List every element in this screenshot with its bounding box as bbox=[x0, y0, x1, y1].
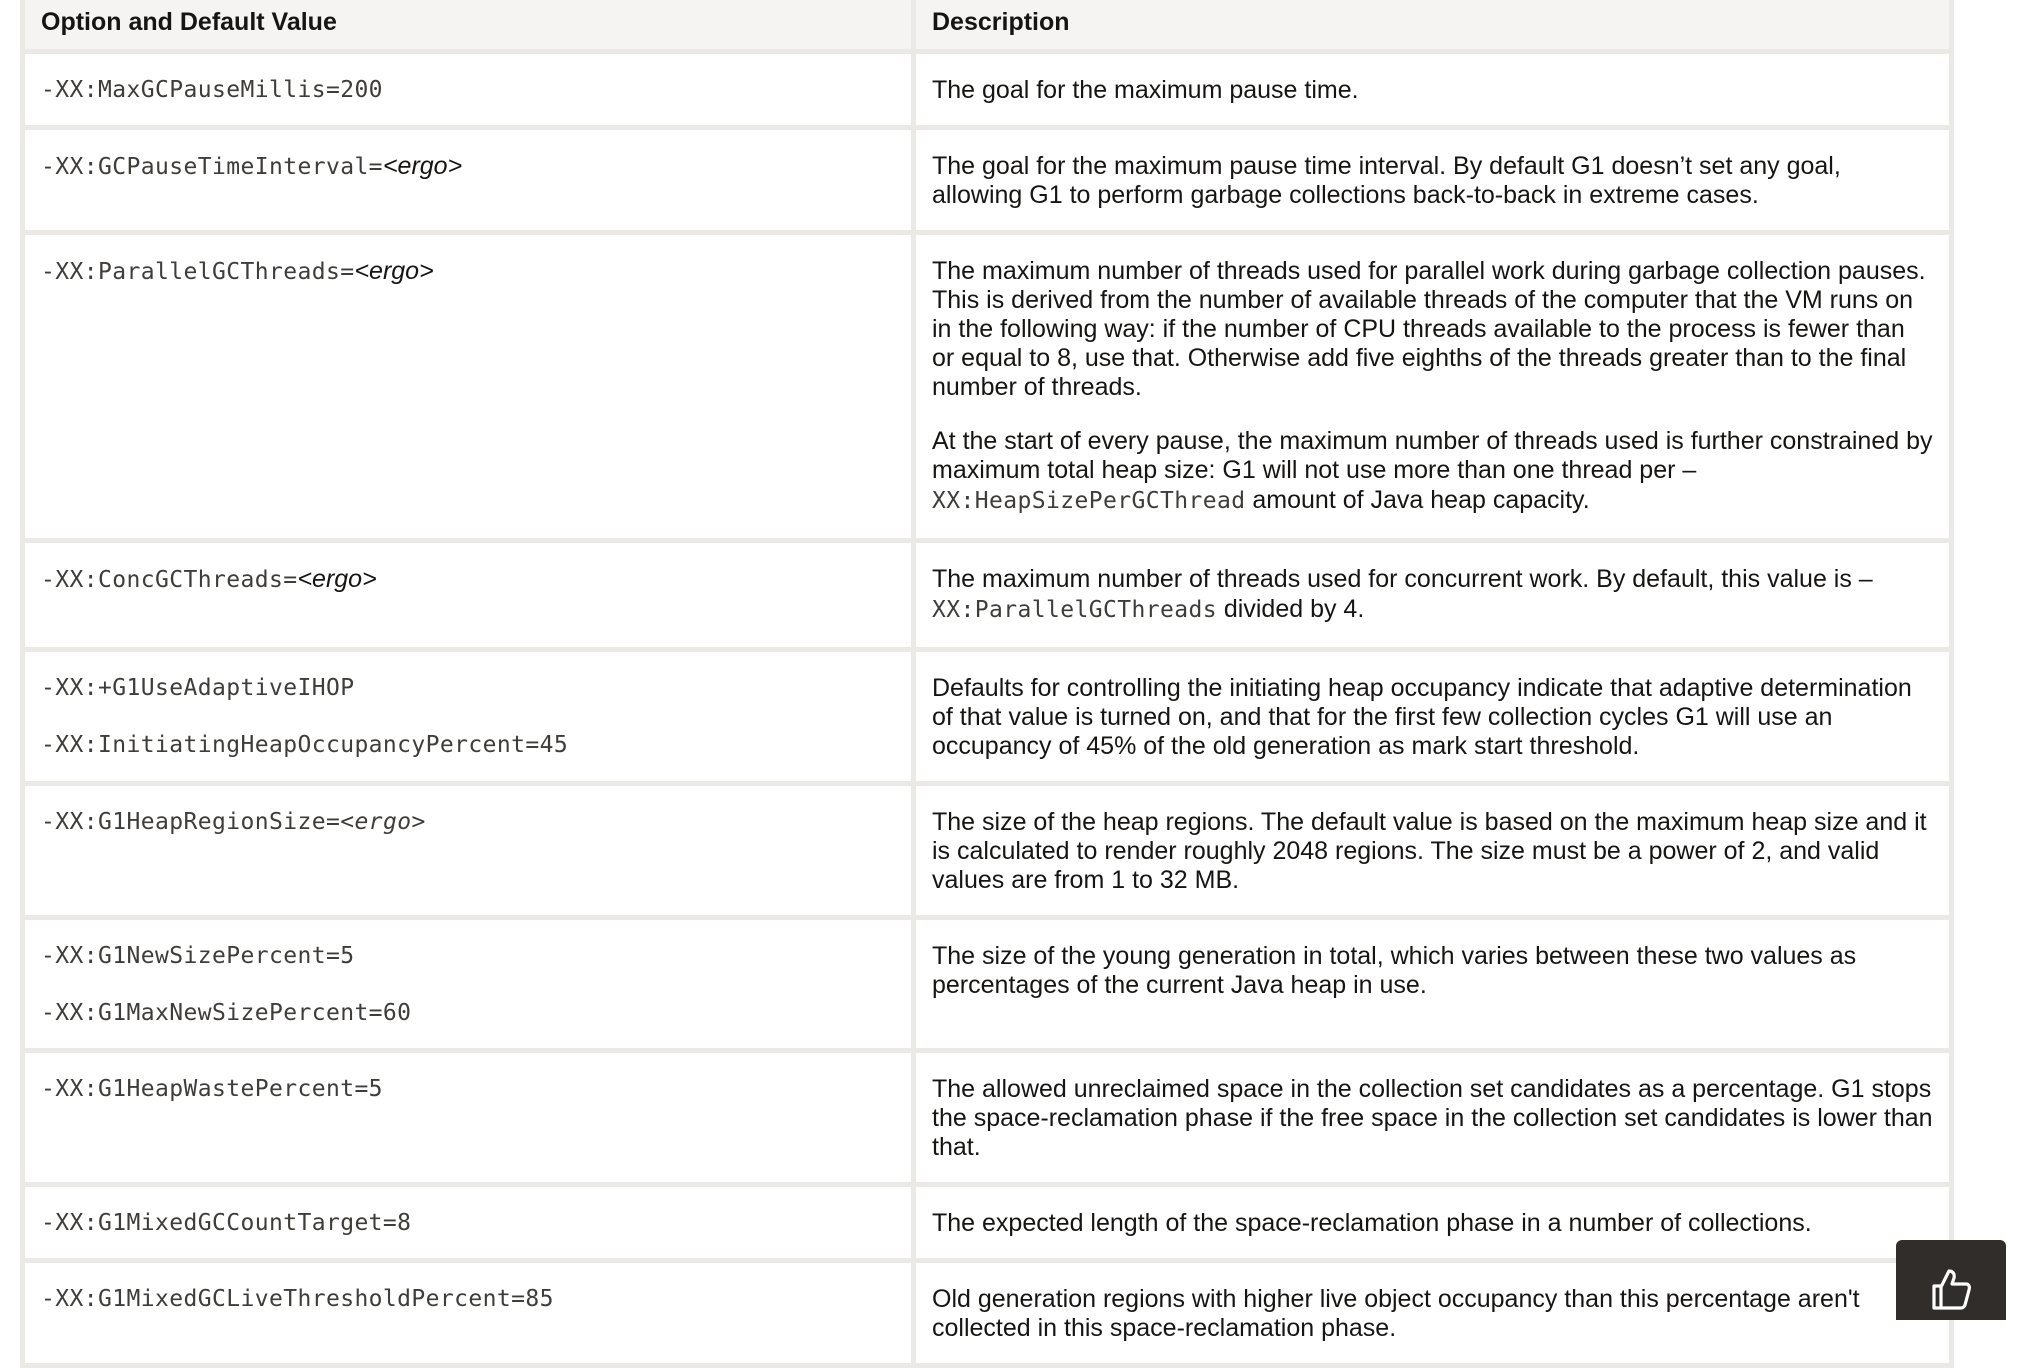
description-cell bbox=[916, 920, 1949, 1048]
option-name: -XX:GCPauseTimeInterval= bbox=[41, 154, 383, 180]
table-row bbox=[25, 920, 1949, 1048]
option-name: -XX:G1MaxNewSizePercent=60 bbox=[41, 1000, 412, 1026]
option-line bbox=[41, 152, 895, 182]
option-cell bbox=[25, 130, 911, 230]
option-cell bbox=[25, 235, 911, 538]
description-text-before: The maximum number of threads used for concurrent work. By default, this value is – bbox=[932, 565, 1873, 593]
table-row bbox=[25, 130, 1949, 230]
option-name: -XX:MaxGCPauseMillis=200 bbox=[41, 77, 383, 103]
table-row bbox=[25, 1263, 1949, 1363]
column-header-option: Option and Default Value bbox=[25, 0, 911, 49]
description-cell bbox=[916, 1053, 1949, 1182]
description-inline-code: XX:HeapSizePerGCThread bbox=[932, 488, 1246, 514]
option-name: -XX:ParallelGCThreads= bbox=[41, 259, 355, 285]
description-text-extra bbox=[932, 427, 1933, 518]
description-text-after: divided by 4. bbox=[1216, 595, 1365, 623]
description-cell bbox=[916, 543, 1949, 647]
option-cell bbox=[25, 543, 911, 647]
option-cell bbox=[25, 652, 911, 781]
description-text: Old generation regions with higher live object occupancy than this percentage aren't collected in this space-reclamation phase. bbox=[932, 1285, 1860, 1342]
option-name: -XX:G1HeapWastePercent=5 bbox=[41, 1076, 383, 1102]
option-name: -XX:G1MixedGCCountTarget=8 bbox=[41, 1210, 412, 1236]
description-text: The size of the heap regions. The default value is based on the maximum heap size and it is calculated to render roughly 2048 regions. The size must be a power of 2, and valid values are from 1 to 32 MB. bbox=[932, 808, 1927, 894]
description-text: The allowed unreclaimed space in the collection set candidates as a percentage. G1 stops the space-reclamation phase if the free space in the collection set candidates is lower than that. bbox=[932, 1075, 1933, 1161]
description-text-before: At the start of every pause, the maximum number of threads used is further constrained by maximum total heap size: G1 will not use more than one thread per – bbox=[932, 427, 1933, 484]
description-inline-code: XX:ParallelGCThreads bbox=[932, 597, 1217, 623]
table-row bbox=[25, 652, 1949, 781]
description-cell bbox=[916, 130, 1949, 230]
option-name: -XX:G1HeapRegionSize= bbox=[41, 809, 341, 835]
description-text: The expected length of the space-reclamation phase in a number of collections. bbox=[932, 1209, 1812, 1237]
table-row bbox=[25, 1187, 1949, 1258]
option-cell bbox=[25, 1263, 911, 1363]
description-cell bbox=[916, 235, 1949, 538]
description-cell bbox=[916, 786, 1949, 915]
description-text: Defaults for controlling the initiating heap occupancy indicate that adaptive determination of that value is turned on, and that for the first few collection cycles G1 will use an occupancy of 45% of the old generation as mark start threshold. bbox=[932, 674, 1912, 760]
option-line bbox=[41, 257, 895, 287]
table-row bbox=[25, 1053, 1949, 1182]
option-name: -XX:+G1UseAdaptiveIHOP bbox=[41, 675, 355, 701]
description-cell bbox=[916, 652, 1949, 781]
feedback-button[interactable] bbox=[1896, 1240, 2006, 1320]
description-text-after: amount of Java heap capacity. bbox=[1245, 486, 1590, 514]
description-text: The size of the young generation in total, which varies between these two values as percentages of the current Java heap in use. bbox=[932, 942, 1857, 999]
description-cell bbox=[916, 54, 1949, 125]
option-cell bbox=[25, 786, 911, 915]
option-ergo-value: <ergo> bbox=[340, 809, 426, 835]
table-row bbox=[25, 543, 1949, 647]
table-header-row bbox=[25, 0, 1949, 49]
option-name: -XX:G1NewSizePercent=5 bbox=[41, 943, 355, 969]
table-row bbox=[25, 54, 1949, 125]
description-cell bbox=[916, 1263, 1949, 1363]
g1-options-table bbox=[20, 0, 1954, 1368]
description-text: The goal for the maximum pause time. bbox=[932, 76, 1359, 104]
option-line bbox=[41, 565, 895, 595]
option-cell bbox=[25, 1053, 911, 1182]
table-row bbox=[25, 786, 1949, 915]
table-row bbox=[25, 235, 1949, 538]
description-text: The maximum number of threads used for parallel work during garbage collection pauses. This is derived from the number of available threads of the computer that the VM runs on in the following way: if the number of CPU threads available to the process is fewer than or equal to 8, use that. Otherwise add five eighths of the threads greater than to the final number of threads. bbox=[932, 257, 1926, 401]
option-cell bbox=[25, 54, 911, 125]
column-header-description: Description bbox=[916, 0, 1949, 49]
thumbs-up-icon bbox=[1928, 1266, 1974, 1317]
option-cell bbox=[25, 920, 911, 1048]
option-ergo-value: <ergo> bbox=[297, 565, 377, 593]
description-text: The goal for the maximum pause time interval. By default G1 doesn’t set any goal, allowing G1 to perform garbage collections back-to-back in extreme cases. bbox=[932, 152, 1841, 209]
description-text-mixed bbox=[932, 565, 1933, 627]
option-ergo-value: <ergo> bbox=[382, 152, 463, 180]
option-name: -XX:InitiatingHeapOccupancyPercent=45 bbox=[41, 732, 569, 758]
option-line bbox=[41, 808, 895, 837]
option-ergo-value: <ergo> bbox=[354, 257, 434, 285]
option-name: -XX:ConcGCThreads= bbox=[41, 567, 298, 593]
description-cell bbox=[916, 1187, 1949, 1258]
option-name: -XX:G1MixedGCLiveThresholdPercent=85 bbox=[41, 1286, 554, 1312]
option-cell bbox=[25, 1187, 911, 1258]
